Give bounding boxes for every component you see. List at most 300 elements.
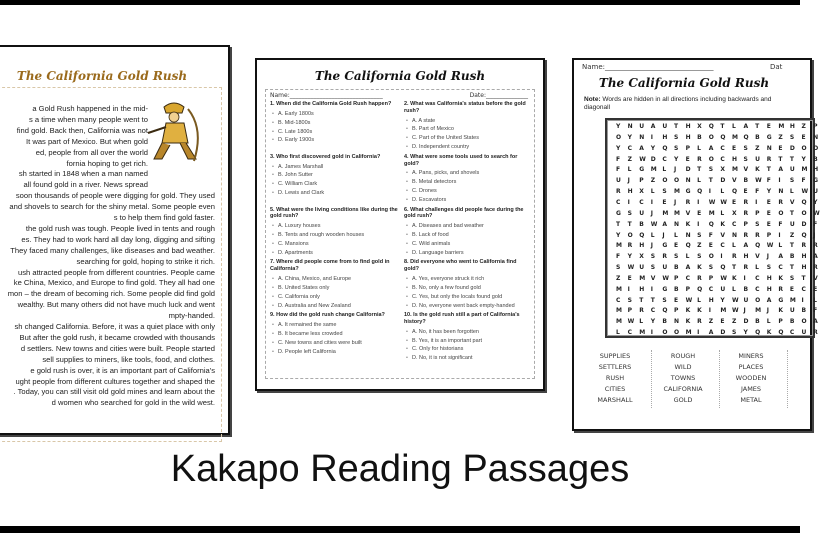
grid-letter: U: [662, 264, 668, 272]
grid-letter: O: [801, 209, 807, 217]
grid-letter: P: [673, 307, 679, 315]
grid-letter: T: [639, 296, 644, 304]
answer-option[interactable]: • C. Mansions: [270, 241, 398, 248]
answer-option[interactable]: • D. People left California: [270, 349, 398, 356]
grid-letter: M: [708, 209, 715, 217]
grid-letter: R: [778, 285, 783, 293]
grid-letter: R: [813, 264, 818, 272]
grid-letter: T: [766, 166, 771, 174]
grid-letter: I: [650, 285, 654, 293]
grid-letter: F: [616, 166, 621, 174]
grid-letter: R: [639, 307, 644, 315]
question-text: 9. How did the gold rush change California?: [270, 312, 385, 319]
grid-letter: N: [731, 231, 737, 239]
grid-letter: I: [627, 285, 630, 293]
grid-letter: U: [639, 209, 645, 217]
grid-letter: P: [673, 274, 679, 282]
answer-option[interactable]: • D. Excavators: [404, 197, 532, 204]
grid-letter: L: [697, 144, 701, 152]
grid-letter: K: [778, 274, 783, 282]
answer-option[interactable]: • C. Part of the United States: [404, 135, 532, 142]
passage-line: sell supplies to miners, like tools, food, and clothes.: [42, 354, 215, 364]
answer-option[interactable]: • B. Lack of food: [404, 232, 532, 239]
grid-letter: I: [650, 329, 654, 337]
question-text: 7. Where did people come from to find gold in California?: [270, 259, 390, 273]
grid-letter: P: [708, 274, 714, 282]
grid-letter: X: [731, 209, 737, 217]
grid-letter: F: [708, 231, 713, 239]
answer-option[interactable]: • D. Lewis and Clark: [270, 190, 398, 197]
answer-option[interactable]: • D. Apartments: [270, 250, 398, 257]
grid-letter: A: [639, 144, 644, 152]
question: [270, 101, 398, 151]
grid-letter: Z: [616, 274, 621, 282]
grid-letter: B: [662, 318, 667, 326]
grid-letter: A: [685, 264, 691, 272]
passage-line: But after the gold rush, it became crowded with thousands: [19, 332, 215, 342]
answer-option[interactable]: • D. Independent country: [404, 144, 532, 151]
grid-letter: I: [650, 198, 654, 206]
grid-letter: L: [685, 253, 690, 261]
answer-option[interactable]: • C. William Clark: [270, 181, 398, 188]
answer-option[interactable]: • C. New towns and cities were built: [270, 340, 398, 347]
grid-letter: I: [697, 198, 700, 206]
grid-letter: H: [801, 253, 807, 261]
grid-letter: M: [731, 133, 738, 141]
word-list-item: METAL: [740, 396, 762, 404]
date-field[interactable]: Date:______________: [469, 92, 528, 99]
word-list-item: GOLD: [673, 396, 693, 404]
grid-letter: M: [639, 329, 646, 337]
answer-option[interactable]: • A. China, Mexico, and Europe: [270, 276, 398, 283]
grid-letter: I: [697, 329, 700, 337]
grid-letter: P: [639, 177, 644, 185]
answer-option[interactable]: • A. No, it has been forgotten: [404, 329, 532, 336]
grid-letter: O: [627, 231, 633, 239]
grid-letter: U: [801, 329, 807, 337]
grid-letter: R: [778, 198, 783, 206]
grid-letter: C: [778, 264, 783, 272]
question-text: 4. What were some tools used to search for gold?: [404, 153, 518, 167]
grid-letter: E: [766, 198, 771, 206]
passage-line: find gold. Back then, California was not: [16, 125, 148, 135]
passage-title: The California Gold Rush: [16, 69, 188, 83]
grid-letter: P: [755, 209, 760, 217]
passage-line: mpty-handed.: [168, 311, 215, 321]
grid-letter: R: [731, 253, 737, 261]
grid-letter: E: [720, 318, 725, 326]
grid-letter: J: [627, 177, 630, 185]
grid-letter: Q: [801, 231, 807, 239]
answer-option[interactable]: • B. Yes, it is an important part: [404, 338, 532, 345]
grid-letter: Z: [778, 133, 783, 141]
grid-letter: W: [720, 198, 727, 206]
question-text: 10. Is the gold rush still a part of California's history?: [404, 312, 520, 325]
grid-letter: H: [731, 155, 737, 163]
grid-letter: L: [766, 318, 771, 326]
grid-letter: K: [766, 329, 772, 337]
grid-letter: I: [743, 274, 746, 282]
grid-letter: W: [813, 209, 820, 217]
grid-letter: B: [697, 133, 702, 141]
grid-letter: S: [673, 253, 679, 261]
grid-letter: U: [662, 123, 668, 130]
grid-letter: E: [766, 123, 771, 130]
question-text: 2. What was California's status before the gold rush?: [404, 101, 526, 114]
answer-option[interactable]: • B. Part of Mexico: [404, 126, 532, 133]
grid-letter: I: [708, 188, 711, 196]
grid-letter: I: [627, 198, 630, 206]
grid-letter: V: [813, 274, 818, 282]
grid-letter: A: [766, 296, 772, 304]
grid-letter: H: [766, 285, 772, 293]
grid-letter: J: [673, 166, 677, 174]
grid-letter: Y: [743, 329, 748, 337]
question: [404, 207, 532, 257]
grid-letter: C: [789, 329, 795, 337]
grid-letter: G: [639, 166, 645, 174]
passage-line: They faced many challenges, like diseases and bad weather.: [10, 245, 215, 255]
grid-row: [616, 242, 825, 249]
grid-letter: N: [673, 318, 679, 326]
name-field[interactable]: Name:_______________________________: [270, 92, 383, 99]
grid-letter: O: [801, 144, 807, 152]
question-text: 1. When did the California Gold Rush happen?: [270, 101, 392, 107]
word-list-item: JAMES: [740, 385, 762, 393]
grid-letter: B: [755, 318, 760, 326]
grid-letter: H: [743, 253, 749, 261]
grid-letter: O: [673, 177, 680, 185]
grid-letter: I: [778, 177, 781, 185]
reading-passage-page: [0, 45, 230, 435]
passage-line: fornia hoping to get rich.: [66, 158, 148, 168]
answer-option[interactable]: • D. Language barriers: [404, 250, 532, 257]
grid-row: [616, 307, 825, 314]
grid-row: [616, 177, 825, 184]
grid-letter: T: [789, 209, 794, 217]
word-list-item: PLACES: [738, 363, 764, 371]
answer-option[interactable]: • C. Only for historians: [404, 346, 532, 353]
grid-letter: A: [743, 242, 749, 250]
grid-letter: M: [616, 242, 622, 250]
grid-letter: O: [778, 209, 784, 217]
answer-option[interactable]: • C. California only: [270, 294, 398, 301]
passage-line: d settlers. New towns and cities were built. People started: [20, 343, 215, 353]
grid-letter: J: [662, 231, 665, 239]
grid-letter: Z: [708, 318, 714, 326]
grid-letter: C: [616, 198, 621, 206]
grid-letter: O: [813, 144, 819, 152]
answer-option[interactable]: • A. Pans, picks, and shovels: [404, 170, 532, 177]
grid-letter: C: [627, 144, 632, 152]
grid-letter: E: [801, 133, 806, 141]
grid-letter: E: [627, 274, 632, 282]
grid-letter: F: [616, 155, 621, 163]
passage-line: ke China, Mexico, and Europe to find gold. They all had one: [13, 278, 215, 288]
grid-letter: S: [789, 133, 795, 141]
quiz-box: [265, 89, 535, 379]
grid-letter: H: [766, 274, 772, 282]
word-list-column: [649, 351, 717, 406]
answer-option[interactable]: • A. Luxury houses: [270, 223, 398, 230]
grid-letter: T: [720, 123, 725, 130]
grid-letter: P: [766, 231, 772, 239]
grid-letter: A: [662, 220, 668, 228]
grid-letter: E: [766, 220, 771, 228]
grid-letter: K: [697, 307, 702, 315]
grid-letter: W: [627, 318, 635, 326]
answer-option[interactable]: • A. James Marshall: [270, 164, 398, 171]
grid-letter: C: [801, 285, 806, 293]
passage-line: searching for gold, hoping to strike it rich.: [76, 256, 215, 266]
grid-letter: O: [708, 133, 714, 141]
grid-letter: C: [627, 329, 632, 337]
grid-row: [616, 297, 825, 304]
answer-option[interactable]: • C. Late 1800s: [270, 129, 398, 136]
answer-option[interactable]: • B. It became less crowded: [270, 331, 398, 338]
grid-letter: E: [789, 285, 795, 293]
passage-line: sh changed California. Before, it was a quiet place with only: [14, 322, 215, 331]
grid-letter: R: [662, 253, 667, 261]
gold-miner-illustration: [144, 99, 206, 165]
grid-letter: M: [662, 209, 669, 217]
grid-letter: C: [755, 274, 760, 282]
grid-letter: L: [697, 177, 701, 185]
grid-letter: I: [708, 307, 711, 315]
grid-letter: S: [662, 188, 667, 196]
grid-letter: C: [662, 155, 667, 163]
grid-letter: V: [743, 166, 749, 174]
grid-letter: C: [616, 296, 621, 304]
answer-option[interactable]: • B. Tents and rough wooden houses: [270, 232, 398, 239]
grid-row: [616, 221, 825, 228]
grid-letter: L: [720, 188, 725, 196]
grid-letter: J: [743, 307, 746, 315]
grid-letter: Y: [766, 188, 772, 196]
grid-letter: J: [650, 242, 654, 250]
grid-letter: W: [685, 296, 693, 304]
grid-letter: H: [639, 285, 645, 293]
grid-letter: S: [673, 133, 679, 141]
grid-letter: B: [673, 264, 679, 272]
grid-letter: R: [697, 274, 702, 282]
divider: [787, 350, 788, 408]
passage-line: ught people from different cultures together and shaped the: [15, 376, 215, 386]
grid-letter: W: [650, 220, 658, 228]
grid-letter: Y: [650, 144, 656, 152]
grid-letter: M: [650, 166, 657, 174]
answer-option[interactable]: • C. Wild animals: [404, 241, 532, 248]
grid-letter: N: [673, 220, 679, 228]
grid-letter: R: [697, 318, 702, 326]
grid-letter: G: [778, 296, 784, 304]
grid-letter: O: [708, 253, 714, 261]
grid-letter: H: [789, 123, 795, 130]
grid-letter: U: [755, 155, 760, 163]
grid-letter: Q: [778, 329, 784, 337]
grid-letter: G: [813, 177, 819, 185]
grid-letter: I: [650, 133, 654, 141]
divider: [719, 350, 720, 408]
grid-letter: R: [801, 242, 807, 250]
grid-letter: K: [755, 166, 760, 174]
grid-letter: A: [708, 329, 714, 337]
answer-option[interactable]: • D. No, it is not significant: [404, 355, 532, 362]
date-field[interactable]: Dat: [770, 63, 783, 71]
grid-letter: T: [708, 177, 713, 185]
grid-letter: S: [627, 209, 632, 217]
grid-letter: T: [673, 123, 679, 130]
grid-letter: W: [766, 242, 774, 250]
grid-letter: L: [662, 166, 667, 174]
grid-letter: L: [616, 329, 620, 337]
answer-option[interactable]: • A. It remained the same: [270, 322, 398, 329]
grid-letter: H: [639, 242, 645, 250]
answer-option[interactable]: • B. Metal detectors: [404, 179, 532, 186]
grid-letter: J: [766, 307, 769, 315]
grid-letter: Z: [731, 318, 737, 326]
grid-letter: M: [720, 307, 727, 315]
grid-letter: L: [720, 209, 725, 217]
grid-letter: H: [685, 123, 691, 130]
grid-letter: W: [627, 264, 635, 272]
word-list-item: RUSH: [605, 374, 625, 382]
grid-letter: W: [731, 307, 739, 315]
question: [270, 259, 398, 309]
grid-letter: T: [789, 264, 794, 272]
grid-letter: C: [731, 220, 737, 228]
grid-letter: G: [662, 285, 668, 293]
grid-letter: U: [743, 296, 749, 304]
top-bar: [0, 0, 800, 5]
answer-option[interactable]: • A. Yes, everyone struck it rich: [404, 276, 532, 283]
passage-line: all found gold in a river. News spread: [23, 180, 148, 190]
grid-letter: R: [813, 242, 818, 250]
grid-letter: E: [662, 198, 667, 206]
passage-line: mon – the dream of becoming rich. Some people did find gold: [7, 289, 215, 299]
grid-letter: E: [697, 209, 702, 217]
grid-letter: C: [755, 285, 760, 293]
grid-letter: B: [789, 253, 795, 261]
grid-letter: R: [743, 264, 749, 272]
name-field[interactable]: Name:_______________________________: [582, 63, 714, 71]
grid-letter: U: [616, 177, 621, 185]
grid-letter: E: [778, 144, 783, 152]
grid-letter: Z: [697, 242, 702, 250]
grid-letter: G: [616, 209, 621, 217]
grid-letter: L: [639, 318, 644, 326]
grid-letter: B: [789, 318, 795, 326]
grid-letter: K: [731, 274, 737, 282]
grid-letter: W: [801, 188, 809, 196]
grid-letter: Q: [720, 133, 726, 141]
grid-letter: T: [697, 166, 702, 174]
grid-letter: T: [789, 242, 794, 250]
grid-letter: G: [685, 188, 691, 196]
quiz-page: [255, 58, 545, 391]
answer-option[interactable]: • B. No, only a few found gold: [404, 285, 532, 292]
grid-letter: O: [662, 329, 668, 337]
grid-letter: E: [766, 209, 771, 217]
answer-option[interactable]: • B. John Sutter: [270, 172, 398, 179]
answer-option[interactable]: • C. Yes, but only the locals found gold: [404, 294, 532, 301]
question: [404, 312, 532, 362]
answer-option[interactable]: • A. A state: [404, 118, 532, 125]
passage-line: sh started in 1848 when a man named: [18, 169, 148, 179]
grid-letter: N: [639, 133, 645, 141]
grid-letter: F: [766, 177, 771, 185]
grid-row: [616, 232, 825, 239]
grid-letter: E: [743, 188, 748, 196]
answer-option[interactable]: • B. Mid-1800s: [270, 120, 398, 127]
grid-letter: Y: [673, 155, 679, 163]
answer-option[interactable]: • D. No, everyone went back empty-handed: [404, 303, 532, 310]
grid-letter: F: [801, 177, 806, 185]
grid-row: [616, 166, 825, 173]
passage-line: soon thousands of people were digging for gold. They used: [15, 191, 215, 201]
answer-option[interactable]: • D. Early 1900s: [270, 137, 398, 144]
answer-option[interactable]: • C. Drones: [404, 188, 532, 195]
grid-letter: W: [755, 177, 762, 185]
grid-letter: D: [685, 166, 691, 174]
grid-letter: L: [627, 166, 632, 174]
grid-letter: Z: [755, 144, 760, 152]
grid-letter: Z: [627, 155, 632, 163]
grid-letter: O: [616, 133, 622, 141]
passage-line: s to help them find gold faster.: [113, 213, 215, 222]
grid-letter: M: [616, 307, 622, 315]
grid-letter: M: [673, 209, 680, 217]
grid-letter: Z: [801, 123, 806, 130]
answer-option[interactable]: • B. United States only: [270, 285, 398, 292]
answer-option[interactable]: • A. Early 1800s: [270, 111, 398, 118]
question: [404, 101, 532, 151]
grid-letter: W: [662, 274, 669, 282]
grid-letter: C: [685, 274, 690, 282]
grid-row: [616, 199, 825, 206]
grid-letter: C: [720, 242, 725, 250]
grid-letter: Q: [685, 242, 691, 250]
grid-row: [616, 188, 825, 195]
question: [404, 259, 532, 309]
grid-letter: Y: [813, 198, 818, 206]
grid-letter: C: [650, 307, 656, 315]
grid-letter: F: [755, 188, 760, 196]
grid-letter: M: [755, 307, 762, 315]
grid-letter: U: [639, 123, 645, 130]
grid-letter: Y: [650, 318, 656, 326]
answer-option[interactable]: • D. Australia and New Zealand: [270, 303, 398, 310]
grid-letter: X: [639, 188, 644, 196]
grid-letter: B: [673, 285, 679, 293]
grid-letter: R: [743, 209, 749, 217]
answer-option[interactable]: • A. Diseases and bad weather: [404, 223, 532, 230]
grid-letter: F: [813, 220, 818, 228]
grid-letter: N: [778, 188, 784, 196]
grid-letter: U: [720, 285, 726, 293]
grid-letter: Y: [616, 231, 621, 239]
passage-line: and shovels to search for the shiny metal. Some people even: [9, 202, 215, 212]
grid-letter: T: [778, 155, 783, 163]
passage-line: ush attracted people from different countries. People came: [18, 267, 215, 277]
word-list-item: MARSHALL: [597, 396, 633, 404]
grid-letter: B: [755, 133, 760, 141]
grid-row: [616, 275, 825, 282]
grid-letter: P: [778, 318, 783, 326]
passage-line: It was part of Mexico. But when gold: [26, 136, 148, 146]
grid-row: [616, 329, 825, 336]
grid-letter: X: [639, 253, 644, 261]
